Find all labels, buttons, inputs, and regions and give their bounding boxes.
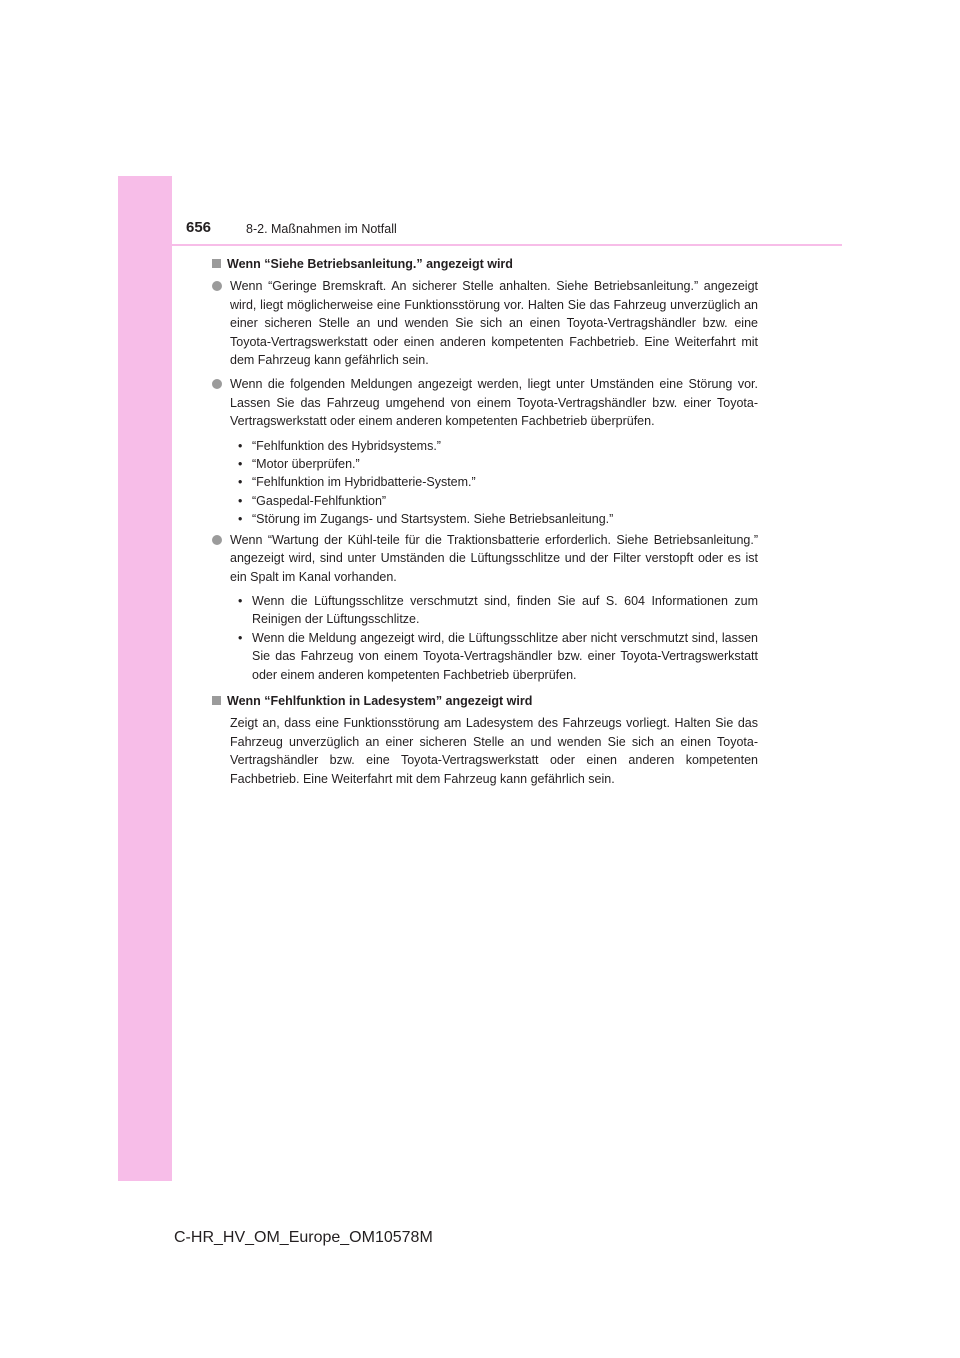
list-item [230,437,758,455]
bullet-icon: • [238,475,243,490]
circle-bullet-icon [212,379,222,389]
list-item [230,510,758,528]
header-rule [172,244,842,246]
side-tab-bar [118,176,172,1181]
list-item [230,492,758,510]
list-item [212,531,758,586]
list-item [212,277,758,369]
document-code: C-HR_HV_OM_Europe_OM10578M [174,1229,433,1246]
list-item [230,455,758,473]
paragraph: Wenn die folgenden Meldungen angezeigt werden, liegt unter Umständen eine Störung vor. Lassen Sie das Fahrzeug umgehend von einem Toyota-Vertragshändler bzw. einer Toyota-Vertragswerkstatt oder einem anderen kompetenten Fachbetrieb überprüfen. [230,377,758,429]
list-item [212,375,758,430]
page-content [212,255,758,794]
paragraph: Zeigt an, dass eine Funktionsstörung am Ladesystem des Fahrzeugs vorliegt. Halten Sie das Fahrzeug unverzüglich an einer sicheren Stelle an und wenden Sie sich an einen Toyota-Vertragshändler bzw. eine Toyota-Vertragswerkstatt oder einen anderen kompetenten Fachbetrieb. Eine Weiterfahrt mit dem Fahrzeug kann gefährlich sein. [230,716,758,786]
instruction-text: Wenn die Meldung angezeigt wird, die Lüftungsschlitze aber nicht verschmutzt sind, lassen Sie das Fahrzeug von einem Toyota-Vertragshändler bzw. einer Toyota-Vertragswerkstatt oder einem anderen kompetenten Fachbetrieb überprüfen. [252,630,758,682]
heading-text: Wenn “Siehe Betriebsanleitung.” angezeigt wird [227,257,513,271]
section-title: 8-2. Maßnahmen im Notfall [246,222,397,236]
circle-bullet-icon [212,281,222,291]
list-item [230,592,758,629]
bullet-icon: • [238,593,243,608]
list-item [230,629,758,684]
instruction-text: Wenn die Lüftungsschlitze verschmutzt sind, finden Sie auf S. 604 Informationen zum Reinigen der Lüftungsschlitze. [252,593,758,627]
heading-ladesystem [212,692,758,710]
heading-betriebsanleitung [212,255,758,273]
message-text: “Fehlfunktion des Hybridsystems.” [252,438,441,453]
page-number: 656 [186,219,212,236]
circle-bullet-icon [212,535,222,545]
message-list [212,437,758,529]
message-text: “Störung im Zugangs- und Startsystem. Siehe Betriebsanleitung.” [252,512,614,527]
message-text: “Motor überprüfen.” [252,457,360,472]
bullet-icon: • [238,493,243,508]
instruction-list [212,592,758,684]
paragraph: Wenn “Geringe Bremskraft. An sicherer Stelle anhalten. Siehe Betriebsanleitung.” angezeigt wird, liegt möglicherweise eine Funktionsstörung vor. Halten Sie das Fahrzeug unverzüglich an einer sicheren Stelle an und wenden Sie sich an einen Toyota-Vertragshändler bzw. eine Toyota-Vertragswerkstatt oder einen anderen kompetenten Fachbetrieb. Eine Weiterfahrt mit dem Fahrzeug kann gefährlich sein. [230,279,758,368]
list-item [230,473,758,491]
paragraph: Wenn “Wartung der Kühl-teile für die Traktionsbatterie erforderlich. Siehe Betriebsanleitung.” angezeigt wird, sind unter Umständen die Lüftungsschlitze und der Filter verstopft oder es ist ein Spalt im Kanal vorhanden. [230,532,758,584]
heading-text: Wenn “Fehlfunktion in Ladesystem” angezeigt wird [227,693,533,708]
square-bullet-icon [212,696,221,705]
bullet-icon: • [238,457,243,472]
square-bullet-icon [212,259,221,268]
bullet-icon: • [238,630,243,645]
bullet-icon: • [238,512,243,527]
message-text: “Gaspedal-Fehlfunktion” [252,493,387,508]
message-text: “Fehlfunktion im Hybridbatterie-System.” [252,475,476,490]
bullet-icon: • [238,438,243,453]
